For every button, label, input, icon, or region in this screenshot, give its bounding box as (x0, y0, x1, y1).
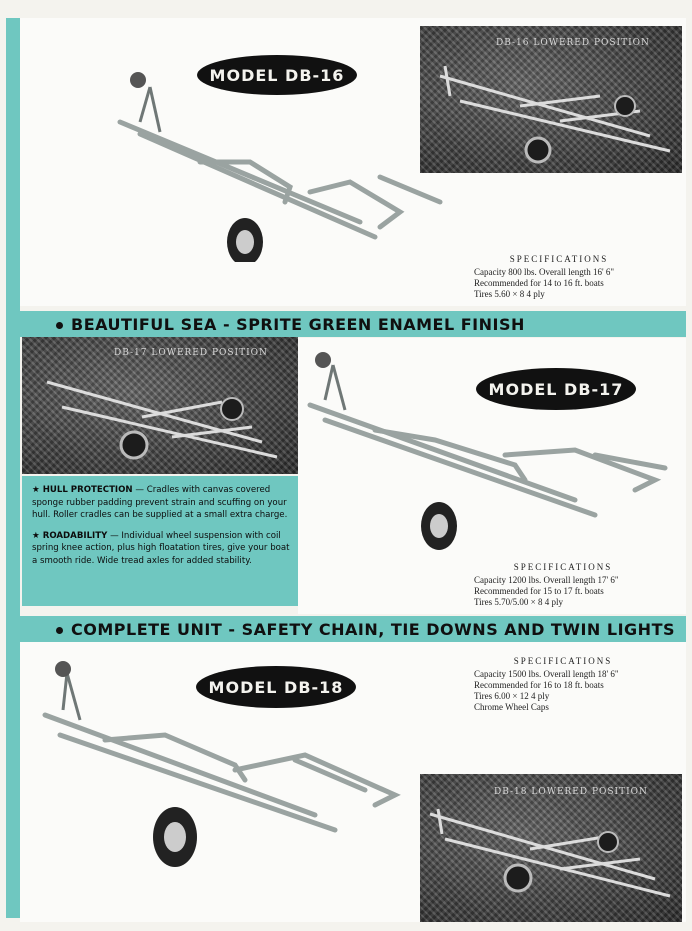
db17-photo-caption: DB-17 LOWERED POSITION (114, 348, 268, 358)
model-db16-label: MODEL DB-16 (197, 55, 357, 95)
db18-spec-line: Capacity 1500 lbs. Overall length 18' 6" (474, 669, 619, 679)
db18-trailer-illustration (35, 655, 415, 875)
db17-specs (474, 562, 652, 608)
db16-lowered-trailer-illustration (420, 26, 682, 173)
finish-band (6, 311, 686, 337)
db16-lowered-photo (420, 26, 682, 173)
db18-spec-line: Tires 6.00 × 12 4 ply (474, 691, 550, 701)
finish-headline: BEAUTIFUL SEA - SPRITE GREEN ENAMEL FINISH (71, 315, 525, 334)
left-teal-strip (6, 18, 20, 918)
db18-photo-caption: DB-18 LOWERED POSITION (494, 787, 648, 797)
db18-specs (474, 656, 652, 713)
feature-roadability (32, 530, 292, 568)
bullet-icon (56, 627, 63, 634)
db18-specs-heading: SPECIFICATIONS (513, 656, 613, 666)
db17-lowered-photo (22, 337, 298, 474)
db16-spec-line: Tires 5.60 × 8 4 ply (474, 289, 545, 299)
feature-text: — Individual wheel suspension with coil spring knee action, plus high floatation tires, give your boat a smooth ride. Wide tread axles for added stability. (32, 530, 290, 566)
db16-spec-line: Recommended for 14 to 16 ft. boats (474, 278, 604, 288)
db18-lowered-photo (420, 774, 682, 922)
feature-title: ★ ROADABILITY (32, 530, 108, 541)
db16-specs-heading: SPECIFICATIONS (509, 254, 609, 264)
db18-lowered-trailer-illustration (420, 774, 682, 922)
db17-spec-line: Recommended for 15 to 17 ft. boats (474, 586, 604, 596)
feature-hull-protection (32, 484, 292, 522)
db18-spec-line: Recommended for 16 to 18 ft. boats (474, 680, 604, 690)
db16-photo-caption: DB-16 LOWERED POSITION (496, 38, 650, 48)
db16-spec-line: Capacity 800 lbs. Overall length 16' 6" (474, 267, 615, 277)
complete-unit-headline: COMPLETE UNIT - SAFETY CHAIN, TIE DOWNS AND TWIN LIGHTS (71, 620, 675, 639)
features-box (22, 476, 298, 606)
db18-spec-line: Chrome Wheel Caps (474, 702, 549, 712)
complete-unit-band (6, 616, 686, 642)
db17-spec-line: Tires 5.70/5.00 × 8 4 ply (474, 597, 564, 607)
model-db18-label: MODEL DB-18 (196, 666, 356, 708)
db16-specs (474, 254, 644, 300)
db17-spec-line: Capacity 1200 lbs. Overall length 17' 6" (474, 575, 619, 585)
model-db17-label: MODEL DB-17 (476, 368, 636, 410)
db17-trailer-illustration (305, 350, 675, 550)
feature-title: ★ HULL PROTECTION (32, 485, 133, 495)
db17-specs-heading: SPECIFICATIONS (513, 562, 613, 572)
db16-trailer-illustration (110, 62, 450, 262)
bullet-icon (56, 322, 63, 329)
db17-lowered-trailer-illustration (22, 337, 298, 474)
feature-text: — Cradles with canvas covered sponge rubber padding prevent strain and scuffing on your hull. Roller cradles can be supplied at a small extra charge. (32, 485, 288, 520)
